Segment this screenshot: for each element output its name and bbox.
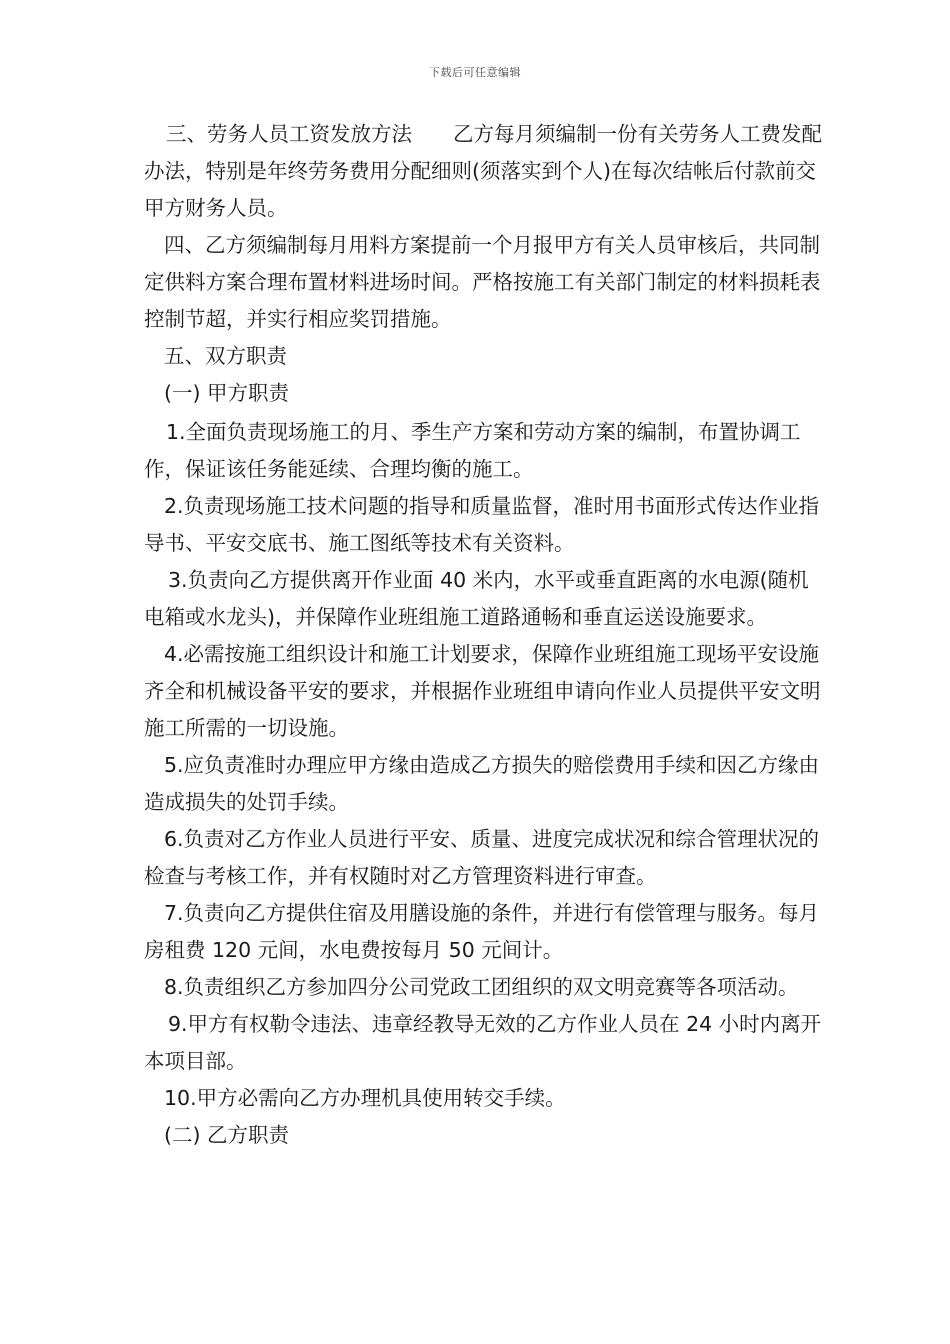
page-header: 下载后可任意编辑 [429,66,521,79]
list-item-a5: 5.应负责准时办理应甲方缘由造成乙方损失的赔偿费用手续和因乙方缘由造成损失的处罚手续。 [144,753,820,814]
list-item-a3: 3.负责向乙方提供离开作业面 40 米内，水平或垂直距离的水电源(随机电箱或水龙头)，并保障作业班组施工道路通畅和垂直运送设施要求。 [144,568,809,629]
list-item-a10: 10.甲方必需向乙方办理机具使用转交手续。 [164,1086,566,1110]
list-item-a9: 9.甲方有权勒令违法、违章经教导无效的乙方作业人员在 24 小时内离开本项目部。 [144,1012,822,1073]
paragraph-labor-wage-method: 三、劳务人员工资发放方法 乙方每月须编制一份有关劳务人工费发配办法，特别是年终劳务费用分配细则(须落实到个人)在每次结帐后付款前交甲方财务人员。 [144,122,822,220]
list-item-a7: 7.负责向乙方提供住宿及用膳设施的条件，并进行有偿管理与服务。每月房租费 120 元间，水电费按每月 50 元间计。 [144,901,820,962]
document-body [144,116,824,1154]
paragraph-material-plan: 四、乙方须编制每月用料方案提前一个月报甲方有关人员审核后，共同制定供料方案合理布置材料进场时间。严格按施工有关部门制定的材料损耗表控制节超，并实行相应奖罚措施。 [144,233,821,331]
list-item-a1: 1.全面负责现场施工的月、季生产方案和劳动方案的编制，布置协调工作，保证该任务能延续、合理均衡的施工。 [144,420,801,481]
list-item-a6: 6.负责对乙方作业人员进行平安、质量、进度完成状况和综合管理状况的检查与考核工作，并有权随时对乙方管理资料进行审查。 [144,827,820,888]
section-heading-duties: 五、双方职责 [164,344,287,368]
subsection-heading-party-a: (一) 甲方职责 [164,381,290,405]
list-item-a8: 8.负责组织乙方参加四分公司党政工团组织的双文明竞赛等各项活动。 [164,975,799,999]
subsection-heading-party-b: (二) 乙方职责 [164,1123,290,1147]
list-item-a2: 2.负责现场施工技术问题的指导和质量监督，准时用书面形式传达作业指导书、平安交底书、施工图纸等技术有关资料。 [144,494,820,555]
list-item-a4: 4.必需按施工组织设计和施工计划要求，保障作业班组施工现场平安设施齐全和机械设备平安的要求，并根据作业班组申请向作业人员提供平安文明施工所需的一切设施。 [144,642,821,740]
